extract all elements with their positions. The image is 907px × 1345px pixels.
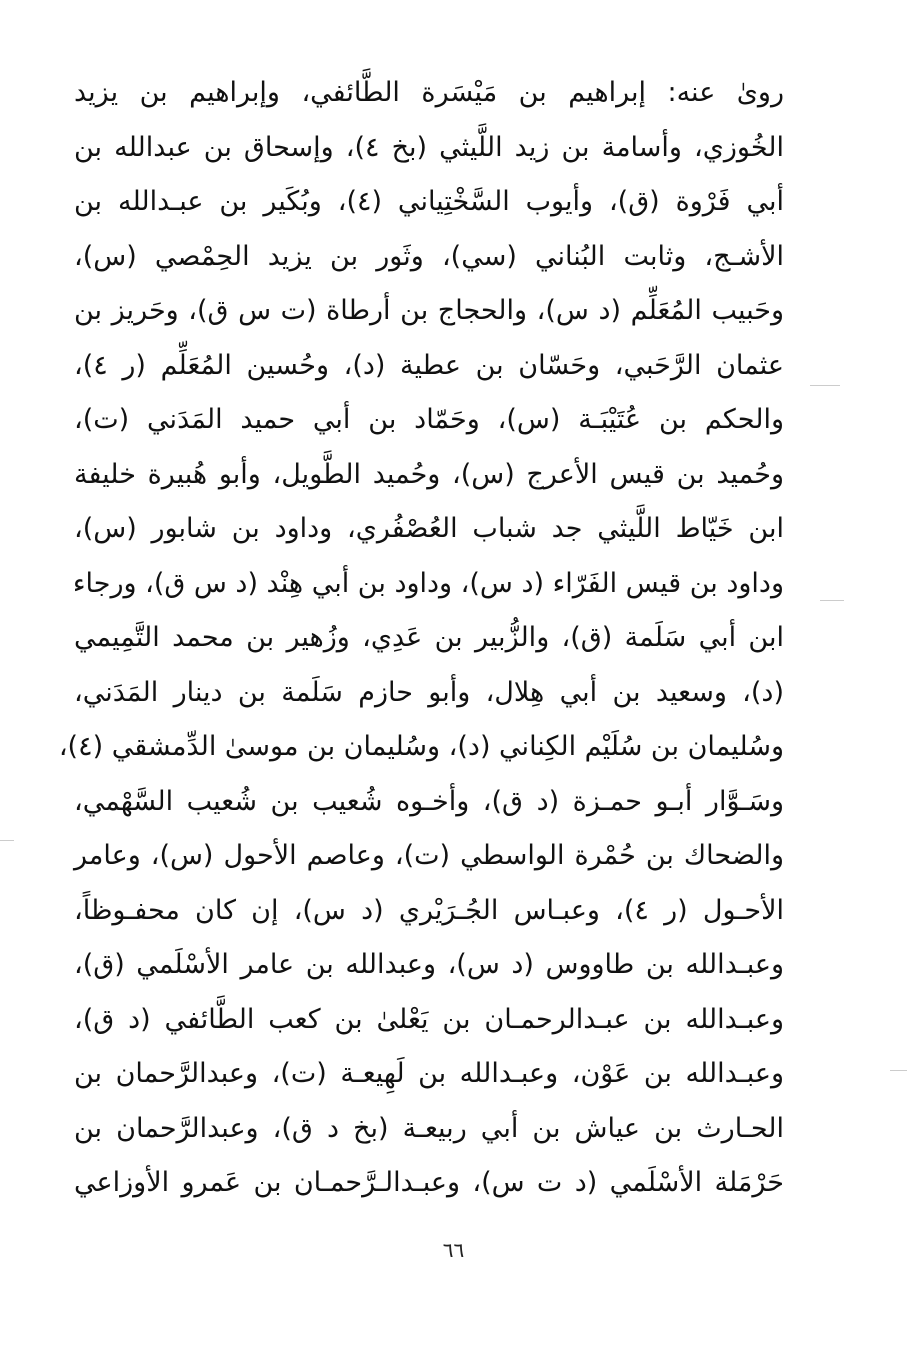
text-line-21: حَرْمَلة الأسْلَمي (د ت س)، وعبـدالـرَّحمـان بن عَمرو الأوزاعي [74,1167,784,1198]
text-line-3: أبي فَرْوة (ق)، وأيوب السَّخْتِياني (٤)، وبُكَير بن عبـدالله بن [74,186,784,217]
text-line-14: وسَـوَّار أبـو حمـزة (د ق)، وأخـوه شُعيب بن شُعيب السَّهْمي، [74,785,784,817]
text-line-7: والحكم بن عُتَيْبَـة (س)، وحَمّاد بن أبي حميد المَدَني (ت)، [74,404,784,435]
text-line-8: وحُميد بن قيس الأعرج (س)، وحُميد الطَّويل، وأبو هُبيرة خليفة [74,458,784,490]
body-text [58,66,784,1211]
text-line-11: ابن أبي سَلَمة (ق)، والزُّبير بن عَدِي، وزُهير بن محمد التَّمِيمي [74,622,784,653]
scan-artifact-mark [890,1070,907,1071]
text-line-10: وداود بن قيس الفَرّاء (د س)، وداود بن أبي هِنْد (د س ق)، ورجاء [72,567,784,599]
text-line-20: الحـارث بن عياش بن أبي ربيعـة (بخ د ق)، وعبدالرَّحمان بن [74,1112,784,1144]
text-line-9: ابن خَيّاط اللَّيثي جد شباب العُصْفُري، وداود بن شابور (س)، [74,513,784,544]
text-line-2: الخُوزي، وأسامة بن زيد اللَّيثي (بخ ٤)، وإسحاق بن عبدالله بن [74,131,784,163]
text-line-1: روىٰ عنه: إبراهيم بن مَيْسَرة الطَّائفي، وإبراهيم بن يزيد [74,77,784,108]
scan-artifact-mark [820,600,844,601]
text-line-19: وعبـدالله بن عَوْن، وعبـدالله بن لَهِيعـة (ت)، وعبدالرَّحمان بن [74,1058,784,1089]
scan-artifact-mark [810,385,840,386]
text-line-15: والضحاك بن حُمْرة الواسطي (ت)، وعاصم الأحول (س)، وعامر [74,840,784,871]
text-line-16: الأحـول (ر ٤)، وعبـاس الجُـرَيْري (د س)، إن كان محفـوظاً، [74,894,784,926]
text-line-17: وعبـدالله بن طاووس (د س)، وعبدالله بن عامر الأسْلَمي (ق)، [74,949,784,980]
page-number: ٦٦ [442,1238,465,1262]
text-line-6: عثمان الرَّحَبي، وحَسّان بن عطية (د)، وحُسين المُعَلِّم (ر ٤)، [74,349,784,381]
text-line-4: الأشـج، وثابت البُناني (سي)، وثَور بن يزيد الحِمْصي (س)، [74,240,784,272]
text-line-13: وسُليمان بن سُلَيْم الكِناني (د)، وسُليمان بن موسىٰ الدِّمشقي (٤)، [58,731,784,762]
text-line-18: وعبـدالله بن عبـدالرحمـان بن يَعْلىٰ بن كعب الطَّائفي (د ق)، [74,1003,784,1035]
scan-artifact-mark [0,840,14,841]
text-line-5: وحَبيب المُعَلِّم (د س)، والحجاج بن أرطاة (ت س ق)، وحَريز بن [74,295,784,326]
text-line-12: (د)، وسعيد بن أبي هِلال، وأبو حازم سَلَمة بن دينار المَدَني، [74,676,784,708]
